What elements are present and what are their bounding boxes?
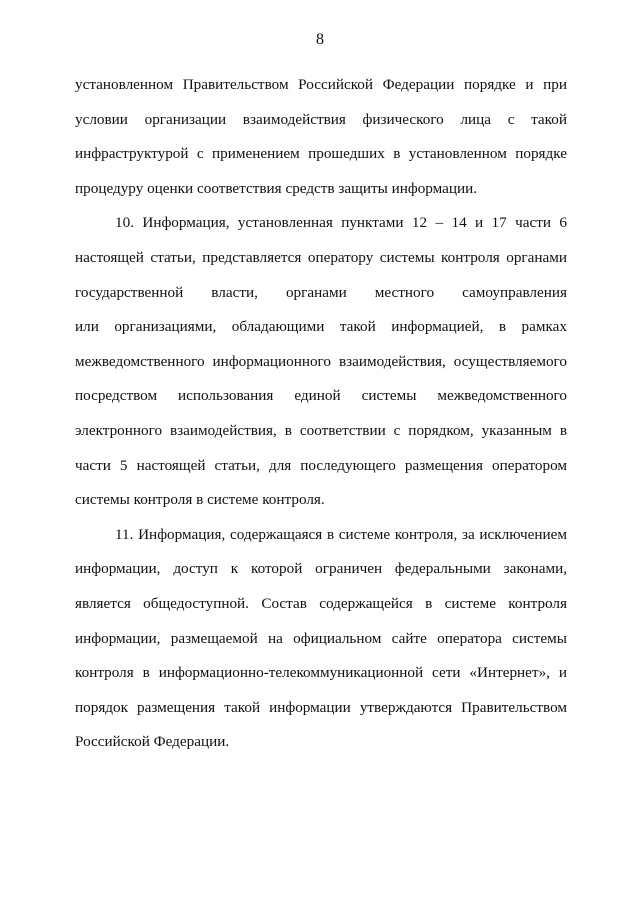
paragraph-1-line: условии организации взаимодействия физического лица с такой — [75, 110, 567, 128]
paragraph-11-line: порядок размещения такой информации утверждаются Правительством — [75, 698, 567, 716]
paragraph-11-line: информации, размещаемой на официальном сайте оператора системы — [75, 629, 567, 647]
paragraph-1-line: установленном Правительством Российской Федерации порядке и при — [75, 76, 567, 93]
paragraph-11-line: является общедоступной. Состав содержащейся в системе контроля — [75, 594, 567, 612]
page-number: 8 — [316, 31, 324, 48]
paragraph-11-line: контроля в информационно-телекоммуникационной сети «Интернет», и — [75, 664, 567, 682]
paragraph-10-line: настоящей статьи, представляется оператору системы контроля органами — [75, 248, 567, 266]
paragraph-1-line: инфраструктурой с применением прошедших в установленном порядке — [75, 145, 567, 163]
paragraph-10-line: посредством использования единой системы межведомственного — [75, 387, 567, 405]
paragraph-11-line: информации, доступ к которой ограничен федеральными законами, — [75, 560, 567, 578]
paragraph-10-line: электронного взаимодействия, в соответствии с порядком, указанным в — [75, 421, 567, 439]
paragraph-10-line: межведомственного информационного взаимодействия, осуществляемого — [75, 352, 567, 370]
paragraph-10-line: системы контроля в системе контроля. — [75, 491, 325, 509]
paragraph-11-line: 11. Информация, содержащаяся в системе контроля, за исключением — [115, 525, 567, 543]
paragraph-10-line: части 5 настоящей статьи, для последующего размещения оператором — [75, 456, 567, 474]
paragraph-11-line: Российской Федерации. — [75, 733, 230, 751]
paragraph-10-line: или организациями, обладающими такой информацией, в рамках — [75, 318, 567, 336]
document-body — [75, 75, 567, 767]
paragraph-10-line: 10. Информация, установленная пунктами 12 – 14 и 17 части 6 — [115, 214, 567, 232]
paragraph-10-line: государственной власти, органами местного самоуправления — [75, 283, 567, 301]
paragraph-1-line: процедуру оценки соответствия средств защиты информации. — [75, 179, 478, 197]
